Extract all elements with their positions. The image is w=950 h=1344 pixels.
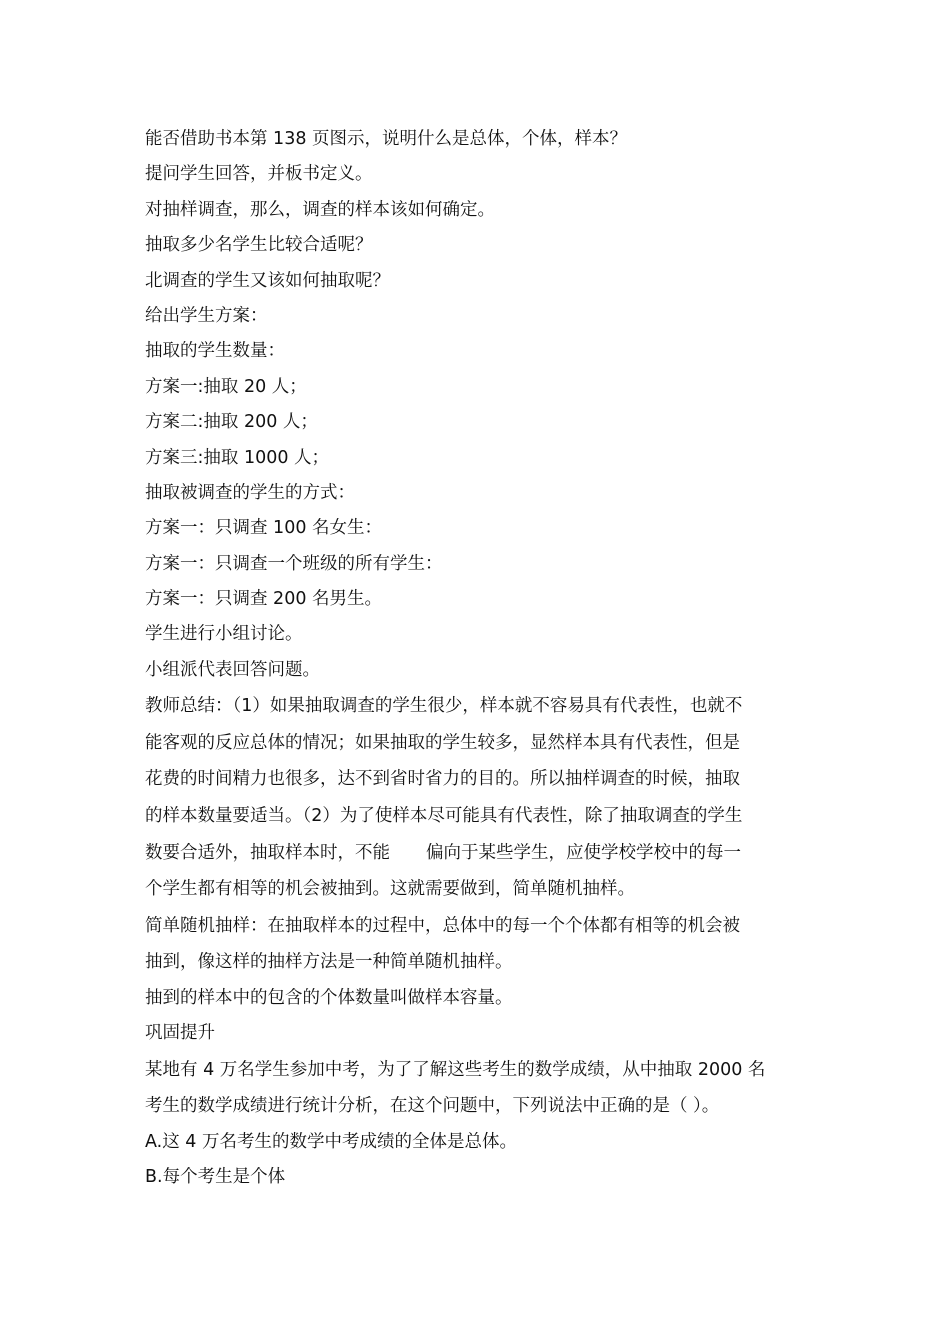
text-line: 提问学生回答，并板书定义。 bbox=[145, 164, 373, 185]
text-segment: 偏向于某些学生，应使学校学校中的每一 bbox=[426, 842, 741, 863]
text-line: 教师总结：（1）如果抽取调查的学生很少，样本就不容易具有代表性，也就不 bbox=[145, 696, 743, 717]
option-line: 方案三:抽取 1000 人； bbox=[145, 447, 330, 468]
text-line: 某地有 4 万名学生参加中考，为了了解这些考生的数学成绩，从中抽取 2000 名 bbox=[145, 1059, 766, 1080]
text-line: 对抽样调查，那么，调查的样本该如何确定。 bbox=[145, 199, 495, 220]
text-line: 学生进行小组讨论。 bbox=[145, 624, 303, 645]
text-line: 能否借助书本第 138 页图示，说明什么是总体，个体，样本？ bbox=[145, 129, 628, 149]
option-line: 方案一:抽取 20 人； bbox=[145, 376, 307, 397]
option-line: 方案一：只调查一个班级的所有学生： bbox=[145, 553, 443, 574]
section-heading: 巩固提升 bbox=[145, 1023, 215, 1044]
text-line: 抽取的学生数量： bbox=[145, 341, 285, 362]
text-line: 小组派代表回答问题。 bbox=[145, 659, 320, 680]
text-line: 抽到的样本中的包含的个体数量叫做样本容量。 bbox=[145, 988, 513, 1008]
text-line: 能客观的反应总体的情况；如果抽取的学生较多，显然样本具有代表性，但是 bbox=[145, 732, 740, 753]
text-line: 个学生都有相等的机会被抽到。这就需要做到，简单随机抽样。 bbox=[145, 879, 635, 900]
answer-option-a: A.这 4 万名考生的数学中考成绩的全体是总体。 bbox=[145, 1131, 517, 1152]
text-segment: 数要合适外，抽取样本时，不能 bbox=[145, 842, 390, 863]
text-line: 抽取被调查的学生的方式： bbox=[145, 482, 355, 503]
teacher-summary-paragraph bbox=[145, 688, 815, 908]
text-line: 北调查的学生又该如何抽取呢？ bbox=[145, 270, 390, 291]
text-line: 抽取多少名学生比较合适呢？ bbox=[145, 235, 373, 256]
text-line: 花费的时间精力也很多，达不到省时省力的目的。所以抽样调查的时候，抽取 bbox=[145, 769, 740, 790]
text-line: 的样本数量要适当。（2）为了使样本尽可能具有代表性，除了抽取调查的学生 bbox=[145, 806, 743, 827]
text-line bbox=[145, 835, 815, 872]
document-body bbox=[145, 122, 815, 1196]
question-paragraph bbox=[145, 1052, 815, 1125]
option-line: 方案一：只调查 200 名男生。 bbox=[145, 589, 383, 610]
text-line: 抽到，像这样的抽样方法是一种简单随机抽样。 bbox=[145, 952, 513, 973]
option-line: 方案二:抽取 200 人； bbox=[145, 412, 318, 433]
text-line: 简单随机抽样：在抽取样本的过程中，总体中的每一个个体都有相等的机会被 bbox=[145, 915, 740, 936]
option-line: 方案一：只调查 100 名女生： bbox=[145, 518, 383, 539]
text-line: 给出学生方案： bbox=[145, 305, 268, 326]
text-line: 考生的数学成绩进行统计分析，在这个问题中，下列说法中正确的是（ ）。 bbox=[145, 1096, 720, 1117]
definition-paragraph bbox=[145, 908, 815, 981]
answer-option-b: B.每个考生是个体 bbox=[145, 1167, 286, 1188]
